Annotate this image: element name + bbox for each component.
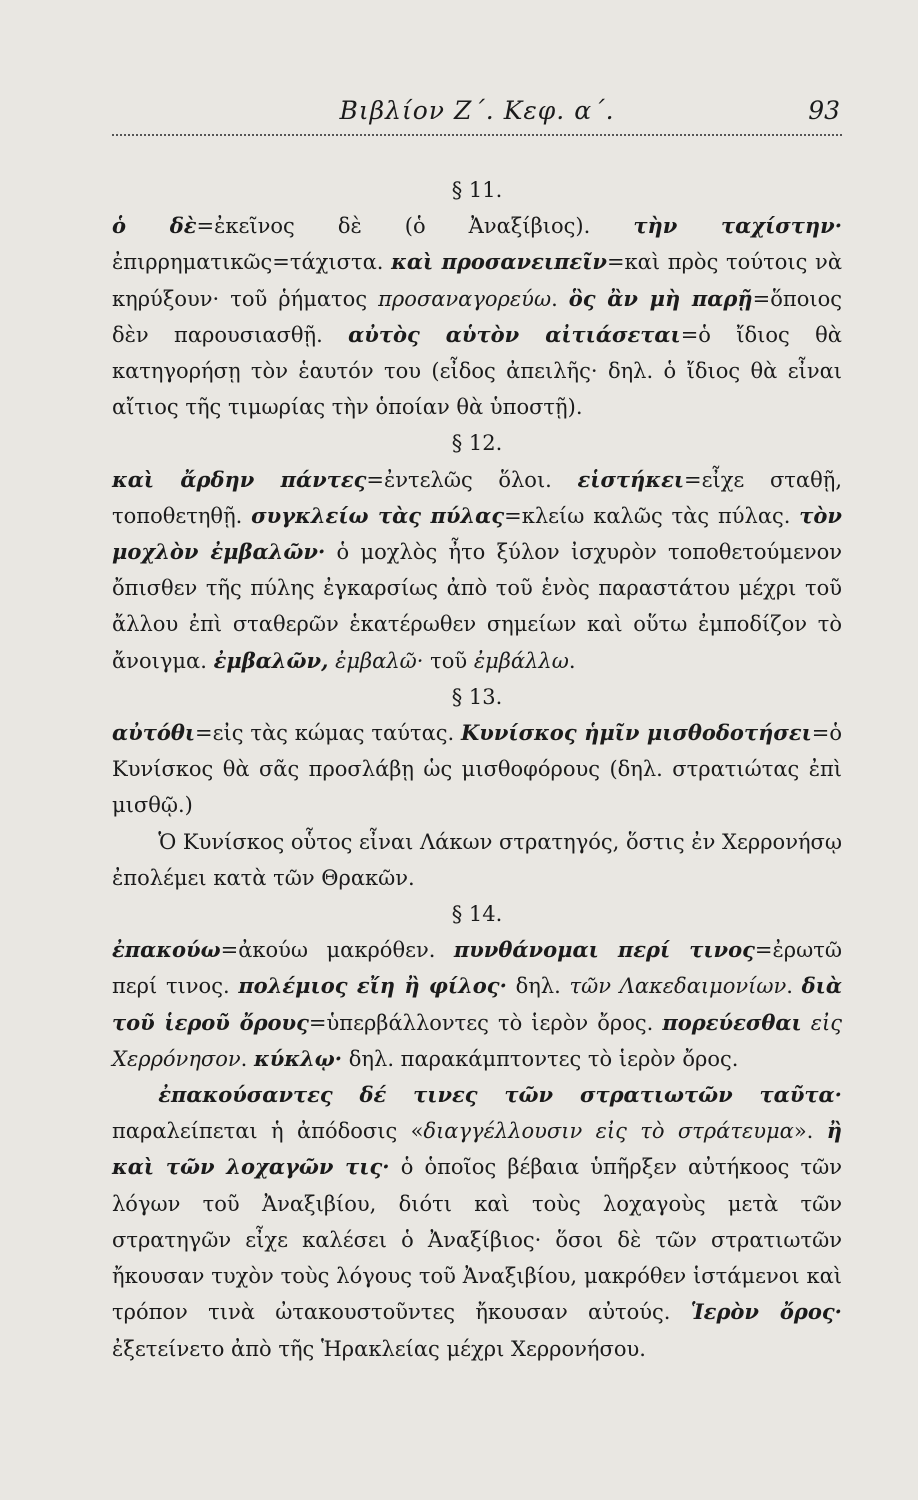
commentary-paragraph [112,715,842,824]
section-mark: § 11. [451,178,503,202]
italic-reference: εἰς Χερρόνησον [112,1010,842,1071]
italic-reference: τῶν Λακεδαιμονίων [569,974,787,999]
lemma: ἐπακούσαντες δέ τινες τῶν στρατιωτῶν ταῦτα· [158,1082,842,1108]
section-mark: § 12. [451,431,503,456]
lemma: τὴν ταχίστην· [633,213,843,239]
lemma: ὃς ἂν μὴ παρῇ [568,285,753,311]
page-header [112,96,842,136]
gloss-text: =ὁ Κυνίσκος θὰ σᾶς προσλάβῃ ὡς μισθοφόρους (δηλ. στρατιώτας ἐπὶ μισθῷ.) [112,721,843,818]
lemma: κύκλῳ· [254,1045,343,1071]
gloss-text: τοῦ [423,648,474,673]
gloss-text: ὁ μοχλὸς ἦτο ξύλον ἰσχυρὸν τοποθετούμενον ὄπισθεν τῆς πύλης ἐγκαρσίως ἀπὸ τοῦ ἑνὸς παραστάτου μέχρι τοῦ ἄλλου ἐπὶ σταθερῶν ἑκατέρωθεν σημείων καὶ οὕτω ἐμποδίζον τὸ ἄνοιγμα. [112,540,842,673]
lemma: ἢ καὶ τῶν λοχαγῶν τις· [112,1118,842,1180]
italic-reference: ἐμβάλλω [473,648,569,673]
commentary-paragraph [112,462,842,679]
lemma: καὶ προσανειπεῖν [391,249,607,275]
gloss-text: =ἐκεῖνος δὲ (ὁ Ἀναξίβιος). [196,214,634,239]
gloss-text: =ἐντελῶς ὅλοι. [366,467,578,492]
gloss-text: =ἀκούω μακρόθεν. [220,938,454,963]
gloss-text: =ὑπερβάλλοντες τὸ ἱερὸν ὄρος. [308,1010,663,1035]
gloss-text: ἐξετείνετο ἀπὸ τῆς Ἡρακλείας μέχρι Χερρονήσου. [112,1336,646,1361]
lemma: ἐπακούω [112,937,221,963]
lemma: πορεύεσθαι [662,1009,802,1035]
gloss-text: Ὁ Κυνίσκος οὗτος εἶναι Λάκων στρατηγός, ὅστις ἐν Χερρονήσῳ ἐπολέμει κατὰ τῶν Θρακῶν. [112,829,842,890]
gloss-text: ἐπιρρηματικῶς=τάχιστα. [112,250,392,275]
lemma: συγκλείω τὰς πύλας [251,502,505,528]
gloss-text: ». [793,1119,827,1144]
gloss-text: =ὁ ἴδιος θὰ κατηγορήσῃ τὸν ἑαυτόν του (εἶδος ἀπειλῆς· δηλ. ὁ ἴδιος θὰ εἶναι αἴτιος τῆς τιμωρίας τὴν ὁποίαν θὰ ὑποστῇ). [112,322,842,420]
commentary-paragraph [112,208,842,425]
header-dotted-rule [112,134,842,136]
gloss-text: . [551,286,569,311]
lemma: αὐτὸς αὑτὸν αἰτιάσεται [348,321,681,347]
lemma: αὐτόθι [112,720,196,746]
section-mark: § 14. [451,902,503,927]
italic-reference: ἐμβαλῶ· [335,648,424,673]
running-head: Βιβλίον Ζ΄. Κεφ. α΄. [339,96,615,125]
gloss-text: . [240,1046,255,1071]
gloss-text: =κλείω καλῶς τὰς πύλας. [504,503,800,528]
gloss-text: =καὶ πρὸς τούτοις νὰ κηρύξουν· τοῦ ῥήματος [112,250,843,311]
gloss-text: =εἰς τὰς κώμας ταύτας. [195,721,462,746]
lemma: πολέμιος εἴη ἢ φίλος· [238,973,507,999]
section-mark: § 13. [451,684,503,709]
italic-reference: προσαναγορεύω [378,286,552,311]
lemma: διὰ τοῦ ἱεροῦ ὄρους [112,973,842,1035]
commentary-paragraph [112,932,842,1077]
commentary-paragraph [112,1077,842,1367]
lemma: τὸν μοχλὸν ἐμβαλῶν· [112,502,842,565]
lemma: Ἱερὸν ὄρος· [690,1299,842,1325]
commentary-paragraph [112,824,842,896]
gloss-text: . [568,648,576,673]
gloss-text: =εἶχε σταθῇ, τοποθετηθῇ. [112,467,842,528]
gloss-text: δηλ. παρακάμπτοντες τὸ ἱερὸν ὄρος. [342,1046,739,1071]
lemma: πυνθάνομαι περί τινος [453,937,755,963]
commentary-body [112,172,842,1367]
gloss-text [802,1011,811,1035]
gloss-text: =ὅποιος δὲν παρουσιασθῇ. [112,286,842,347]
lemma: εἱστήκει [577,466,684,492]
lemma: Κυνίσκος ἡμῖν μισθοδοτήσει [461,720,812,746]
lemma: ὁ δὲ [112,213,197,239]
lemma: ἐμβαλῶν, [213,647,329,673]
italic-reference: διαγγέλλουσιν εἰς τὸ στράτευμα [423,1119,794,1144]
gloss-text: =ἐρωτῶ περί τινος. [112,938,842,999]
gloss-text: . [786,974,802,999]
gloss-text: δηλ. [506,974,570,999]
gloss-text: παραλείπεται ἡ ἀπόδοσις « [112,1119,424,1144]
page-number: 93 [808,96,840,125]
gloss-text: ὁ ὁποῖος βέβαια ὑπῆρξεν αὐτήκοος τῶν λόγων τοῦ Ἀναξιβίου, διότι καὶ τοὺς λοχαγοὺς μετὰ τῶν στρατηγῶν εἶχε καλέσει ὁ Ἀναξίβιος· ὅσοι δὲ τῶν στρατιωτῶν ἤκουσαν τυχὸν τοὺς λόγους τοῦ Ἀναξιβίου, μακρόθεν ἱστάμενοι καὶ τρόπον τινὰ ὠτακουστοῦντες ἤκουσαν αὐτούς. [112,1155,842,1325]
lemma: καὶ ἄρδην πάντες [112,466,367,492]
